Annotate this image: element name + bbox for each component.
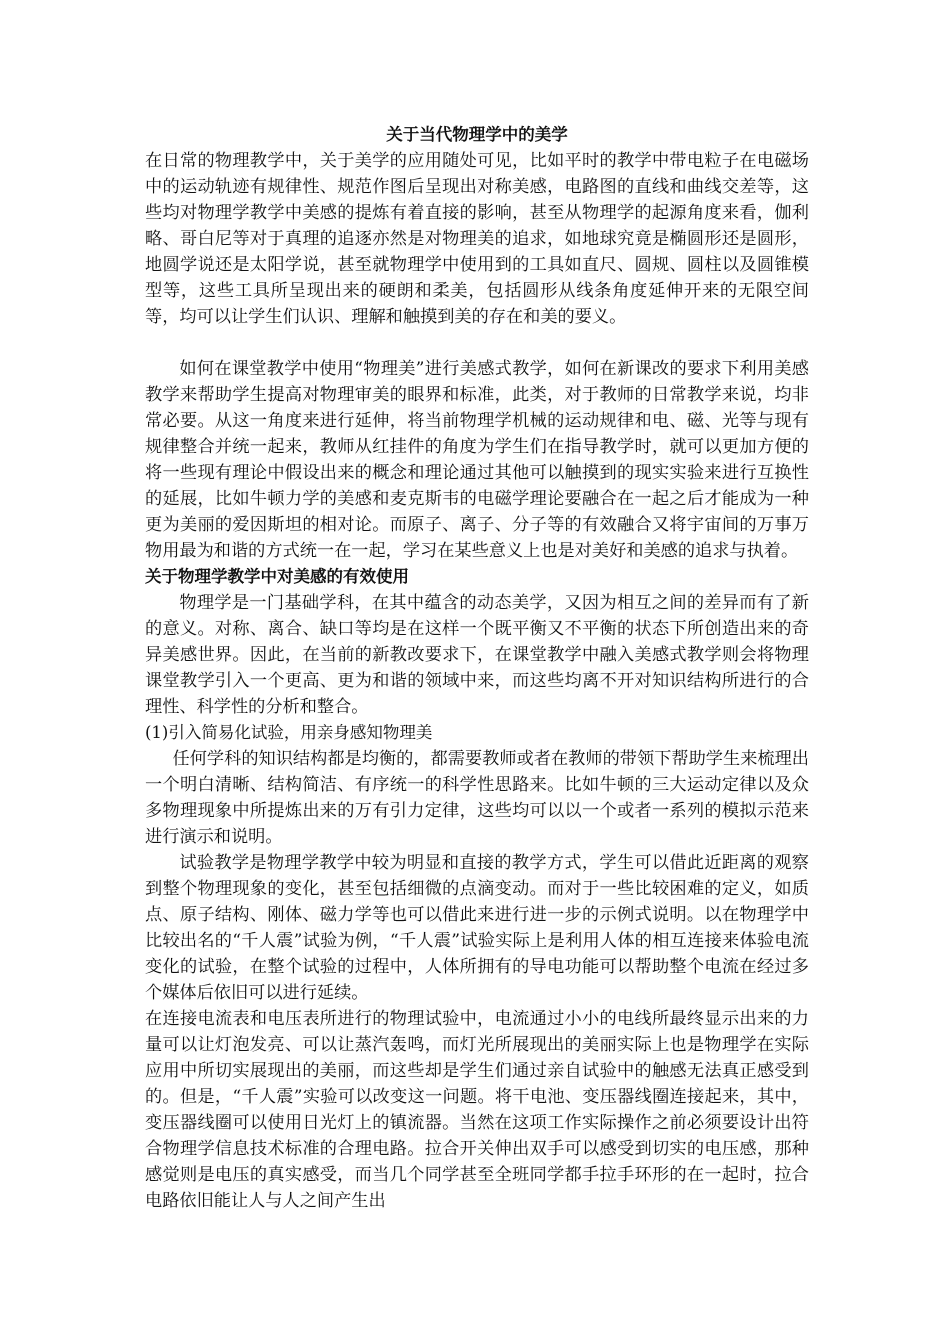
- paragraph-circuit-experiment: 在连接电流表和电压表所进行的物理试验中，电流通过小小的电线所最终显示出来的力量可以让灯泡发亮、可以让蒸汽轰鸣，而灯光所展现出的美丽实际上也是物理学在实际应用中所切实展现出的美丽，而这些却是学生们通过亲自试验中的触感无法真正感受到的。但是，“千人震”实验可以改变这一问题。将干电池、变压器线圈连接起来，其中，变压器线圈可以使用日光灯上的镇流器。当然在这项工作实际操作之前必须要设计出符合物理学信息技术标准的合理电路。拉合开关伸出双手可以感受到切实的电压感，那种感觉则是电压的真实感受，而当几个同学甚至全班同学都手拉手环形的在一起时，拉合电路依旧能让人与人之间产生出: [145, 1009, 809, 1211]
- paragraph-basic-subject: 物理学是一门基础学科，在其中蕴含的动态美学，又因为相互之间的差异而有了新的意义。对称、离合、缺口等均是在这样一个既平衡又不平衡的状态下所创造出来的奇异美感世界。因此，在当前的新教改要求下，在课堂教学中融入美感式教学则会将物理课堂教学引入一个更高、更为和谐的领域中来，而这些均离不开对知识结构所进行的合理性、科学性的分析和整合。: [145, 593, 809, 717]
- paragraph-knowledge-structure: 任何学科的知识结构都是均衡的，都需要教师或者在教师的带领下帮助学生来梳理出一个明白清晰、结构简洁、有序统一的科学性思路来。比如牛顿的三大运动定律以及众多物理现象中所提炼出来的万有引力定律，这些均可以以一个或者一系列的模拟示范来进行演示和说明。: [145, 749, 809, 847]
- paragraph-classroom: 如何在课堂教学中使用“物理美”进行美感式教学，如何在新课改的要求下利用美感教学来帮助学生提高对物理审美的眼界和标准，此类，对于教师的日常教学来说，均非常必要。从这一角度来进行延伸，将当前物理学机械的运动规律和电、磁、光等与现有规律整合并统一起来，教师从红挂件的角度为学生们在指导教学时，就可以更加方便的将一些现有理论中假设出来的概念和理论通过其他可以触摸到的现实实验来进行互换性的延展，比如牛顿力学的美感和麦克斯韦的电磁学理论要融合在一起之后才能成为一种更为美丽的爱因斯坦的相对论。而原子、离子、分子等的有效融合又将宇宙间的万事万物用最为和谐的方式统一在一起，学习在某些意义上也是对美好和美感的追求与执着。: [145, 359, 809, 561]
- document-title: 关于当代物理学中的美学: [386, 125, 568, 144]
- paragraph-experiment-teaching: 试验教学是物理学教学中较为明显和直接的教学方式，学生可以借此近距离的观察到整个物理现象的变化，甚至包括细微的点滴变动。而对于一些比较困难的定义，如质点、原子结构、刚体、磁力学等也可以借此来进行进一步的示例式说明。以在物理学中比较出名的“千人震”试验为例，“千人震”试验实际上是利用人体的相互连接来体验电流变化的试验，在整个试验的过程中，人体所拥有的导电功能可以帮助整个电流在经过多个媒体后依旧可以进行延续。: [145, 853, 809, 1003]
- subheading-experiment: (1)引入简易化试验，用亲身感知物理美: [145, 723, 433, 742]
- paragraph-gap: [145, 330, 809, 356]
- paragraph-intro: 在日常的物理教学中，关于美学的应用随处可见，比如平时的教学中带电粒子在电磁场中的运动轨迹有规律性、规范作图后呈现出对称美感，电路图的直线和曲线交差等，这些均对物理学教学中美感的提炼有着直接的影响，甚至从物理学的起源角度来看，伽利略、哥白尼等对于真理的追逐亦然是对物理美的追求，如地球究竟是椭圆形还是圆形，地圆学说还是太阳学说，甚至就物理学中使用到的工具如直尺、圆规、圆柱以及圆锥模型等，这些工具所呈现出来的硬朗和柔美，包括圆形从线条角度延伸开来的无限空间等，均可以让学生们认识、理解和触摸到美的存在和美的要义。: [145, 151, 809, 327]
- document-page: [145, 122, 809, 1214]
- section-heading: 关于物理学教学中对美感的有效使用: [145, 567, 409, 586]
